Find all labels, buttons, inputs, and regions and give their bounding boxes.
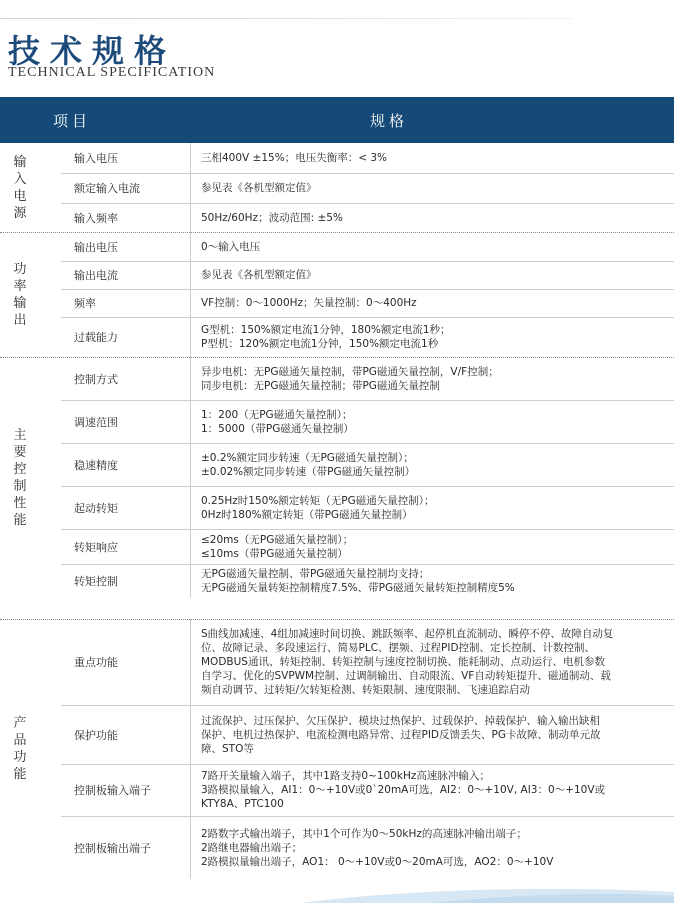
spec-value: 7路开关量输入端子，其中1路支持0~100kHz高速脉冲输入； 3路模拟量输入，AI1：0～+10V或0`20mA可选，AI2：0～+10V, AI3：0～+10V或 KTY8A、PTC100 [201, 770, 606, 810]
item-label: 转矩控制 [74, 575, 118, 588]
row-divider [61, 443, 674, 444]
item-label: 频率 [74, 297, 96, 310]
spec-value: 2路数字式输出端子，其中1个可作为0～50kHz的高速脉冲输出端子； 2路继电器输出端子； 2路模拟量输出端子，AO1： 0～+10V或0～20mA可选，AO2：0～+10V [201, 827, 554, 868]
category-cell [0, 232, 40, 357]
section-divider [0, 619, 674, 620]
spec-value: VF控制：0～1000Hz；矢量控制：0～400Hz [201, 297, 417, 309]
section-divider [0, 357, 674, 358]
table-row [61, 529, 674, 564]
item-label: 输入电压 [74, 152, 118, 165]
column-divider [190, 357, 191, 598]
row-divider [61, 203, 674, 204]
section-divider [0, 232, 674, 233]
column-divider [190, 143, 191, 232]
item-label: 控制方式 [74, 372, 118, 386]
table-row [61, 357, 674, 400]
item-label: 控制板输入端子 [74, 784, 151, 797]
spec-value: ≤20ms（无PG磁通矢量控制）； ≤10ms（带PG磁通矢量控制） [201, 533, 354, 560]
section [0, 143, 674, 232]
table-row [61, 289, 674, 317]
item-label: 额定输入电流 [74, 182, 140, 195]
spec-value: 异步电机：无PG磁通矢量控制，带PG磁通矢量控制，V/F控制； 同步电机：无PG磁通矢量控制；带PG磁通矢量控制 [201, 365, 499, 392]
page-subtitle: TECHNICAL SPECIFICATION [8, 65, 216, 80]
column-divider [190, 619, 191, 879]
row-divider [61, 816, 674, 817]
category-cell [0, 357, 40, 598]
item-label: 稳速精度 [74, 458, 118, 472]
spec-value: S曲线加减速、4组加减速时间切换、跳跃频率、起停机直流制动、瞬停不停、故障自动复 位、故障记录、多段速运行、简易PLC、摆频、过程PID控制、定长控制、计数控制、 MODBUS通讯、转矩控制、转矩控制与速度控制切换、能耗制动、点动运行、电机参数 自学习、优化的SVPWM控制、过调制输出、自动限流、VF自动转矩提升、磁通制动、载 频自动调节、过转矩/欠转矩检测、转矩限制、速度限制、飞速追踪启动 [201, 628, 614, 696]
category-label: 产品功能 [13, 716, 27, 782]
table-row [61, 400, 674, 443]
section [0, 232, 674, 357]
table-row [61, 143, 674, 173]
item-label: 重点功能 [74, 656, 118, 669]
category-label: 输入电源 [13, 154, 27, 221]
row-divider [61, 173, 674, 174]
table-row [61, 705, 674, 764]
item-label: 输出电流 [74, 269, 118, 282]
table-row [61, 816, 674, 879]
table-row [61, 232, 674, 261]
table-row [61, 619, 674, 705]
table-row [61, 261, 674, 289]
table-row [61, 764, 674, 816]
row-divider [61, 400, 674, 401]
spec-value: 过流保护、过压保护、欠压保护、模块过热保护、过载保护、掉载保护、输入输出缺相 保护、电机过热保护、电流检测电路异常、过程PID反馈丢失、PG卡故障、制动单元故 障、STO等 [201, 714, 601, 755]
row-divider [61, 764, 674, 765]
category-cell [0, 143, 40, 232]
table-row [61, 564, 674, 598]
table-row [61, 443, 674, 486]
spec-value: 三相400V ±15%；电压失衡率：< 3% [201, 152, 387, 164]
spec-value: 参见表《各机型额定值》 [201, 269, 317, 281]
spec-value: 1：200（无PG磁通矢量控制）； 1：5000（带PG磁通矢量控制） [201, 408, 354, 435]
column-header-spec: 规格 [370, 112, 409, 130]
item-label: 起动转矩 [74, 501, 118, 515]
spec-value: ±0.2%额定同步转速（无PG磁通矢量控制）； ±0.02%额定同步转速（带PG磁通矢量控制） [201, 451, 416, 478]
category-label: 主要控制性能 [13, 427, 27, 528]
table-row [61, 486, 674, 529]
spec-value: 参见表《各机型额定值》 [201, 182, 317, 194]
table-row [61, 317, 674, 357]
item-label: 保护功能 [74, 728, 118, 742]
row-divider [61, 486, 674, 487]
spec-value: 0.25Hz时150%额定转矩（无PG磁通矢量控制）； 0Hz时180%额定转矩（带PG磁通矢量控制） [201, 494, 435, 521]
section [0, 357, 674, 598]
footer-wave [0, 884, 674, 903]
table-header [0, 97, 674, 143]
spec-value: 0～输入电压 [201, 240, 261, 253]
row-divider [61, 529, 674, 530]
row-divider [61, 705, 674, 706]
category-cell [0, 619, 40, 879]
row-divider [61, 317, 674, 318]
spec-value: G型机：150%额定电流1分钟，180%额定电流1秒； P型机：120%额定电流1分钟，150%额定电流1秒 [201, 324, 451, 350]
header-rule [0, 18, 572, 19]
column-header-item: 项目 [53, 112, 92, 130]
item-label: 过载能力 [74, 331, 118, 344]
table-row [61, 173, 674, 203]
section [0, 619, 674, 879]
column-divider [190, 232, 191, 357]
page-title: 技术规格 [8, 32, 177, 70]
item-label: 输入频率 [74, 211, 118, 225]
table-row [61, 203, 674, 232]
row-divider [61, 289, 674, 290]
spec-value: 无PG磁通矢量控制、带PG磁通矢量控制均支持； 无PG磁通矢量转矩控制精度7.5%、带PG磁通矢量转矩控制精度5% [201, 568, 515, 594]
item-label: 控制板输出端子 [74, 841, 151, 855]
item-label: 转矩响应 [74, 540, 118, 554]
item-label: 输出电压 [74, 240, 118, 254]
row-divider [61, 261, 674, 262]
row-divider [61, 564, 674, 565]
item-label: 调速范围 [74, 415, 118, 429]
spec-value: 50Hz/60Hz；波动范围: ±5% [201, 211, 343, 224]
category-label: 功率输出 [13, 261, 27, 328]
